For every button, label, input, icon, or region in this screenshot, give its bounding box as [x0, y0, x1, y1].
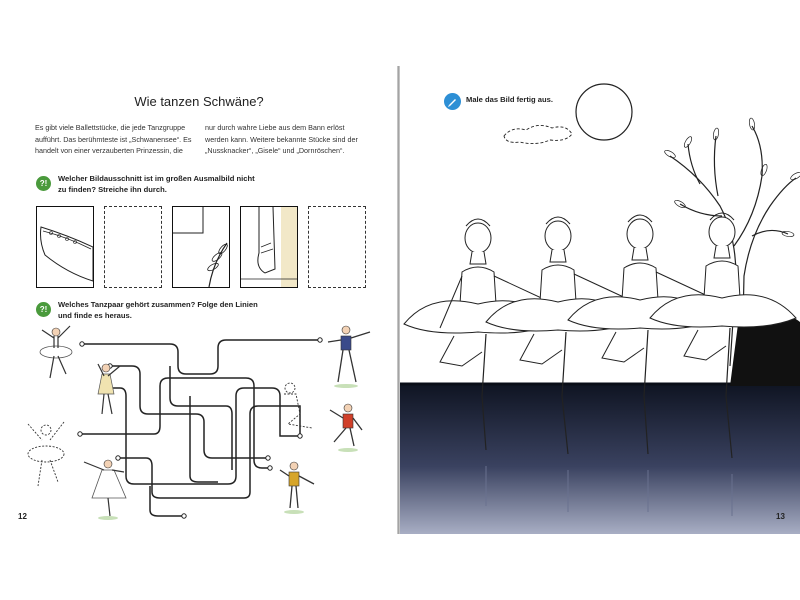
lake	[400, 384, 800, 534]
question-icon-2: ?!	[36, 302, 51, 317]
task-1-text: Welcher Bildausschnitt ist im großen Ausmalbild nicht zu finden? Streiche ihn durch.	[58, 174, 255, 194]
page-title: Wie tanzen Schwäne?	[134, 94, 264, 109]
intro-text-column-1: Es gibt viele Ballettstücke, die jede Tanzgruppe aufführt. Das berühmteste ist „Schwanensee“. Es handelt von einer verzauberten Prinzessin, die	[35, 123, 192, 156]
book-spread	[0, 66, 800, 534]
tree-leaves	[664, 118, 800, 238]
right-page	[400, 66, 800, 534]
page-number-right: 13	[776, 512, 785, 521]
swan-lake-coloring-scene	[400, 66, 800, 534]
coloring-hint-text: Male das Bild fertig aus.	[466, 95, 553, 104]
dashed-cloud	[504, 125, 572, 143]
task-2-text: Welches Tanzpaar gehört zusammen? Folge den Linien und finde es heraus.	[58, 300, 258, 320]
moon	[576, 84, 632, 140]
pencil-glyph	[444, 93, 461, 110]
page-number-left: 12	[18, 512, 27, 521]
question-icon: ?!	[36, 176, 51, 191]
dancer-figures	[28, 326, 370, 520]
left-page	[0, 66, 398, 534]
dance-pair-maze	[0, 66, 398, 534]
pencil-icon	[444, 93, 461, 110]
intro-text-column-2: nur durch wahre Liebe aus dem Bann erlöst werden kann. Weitere bekannte Stücke sind der „Nussknacker“, „Gisele“ und „Dornröschen“.	[205, 123, 358, 156]
